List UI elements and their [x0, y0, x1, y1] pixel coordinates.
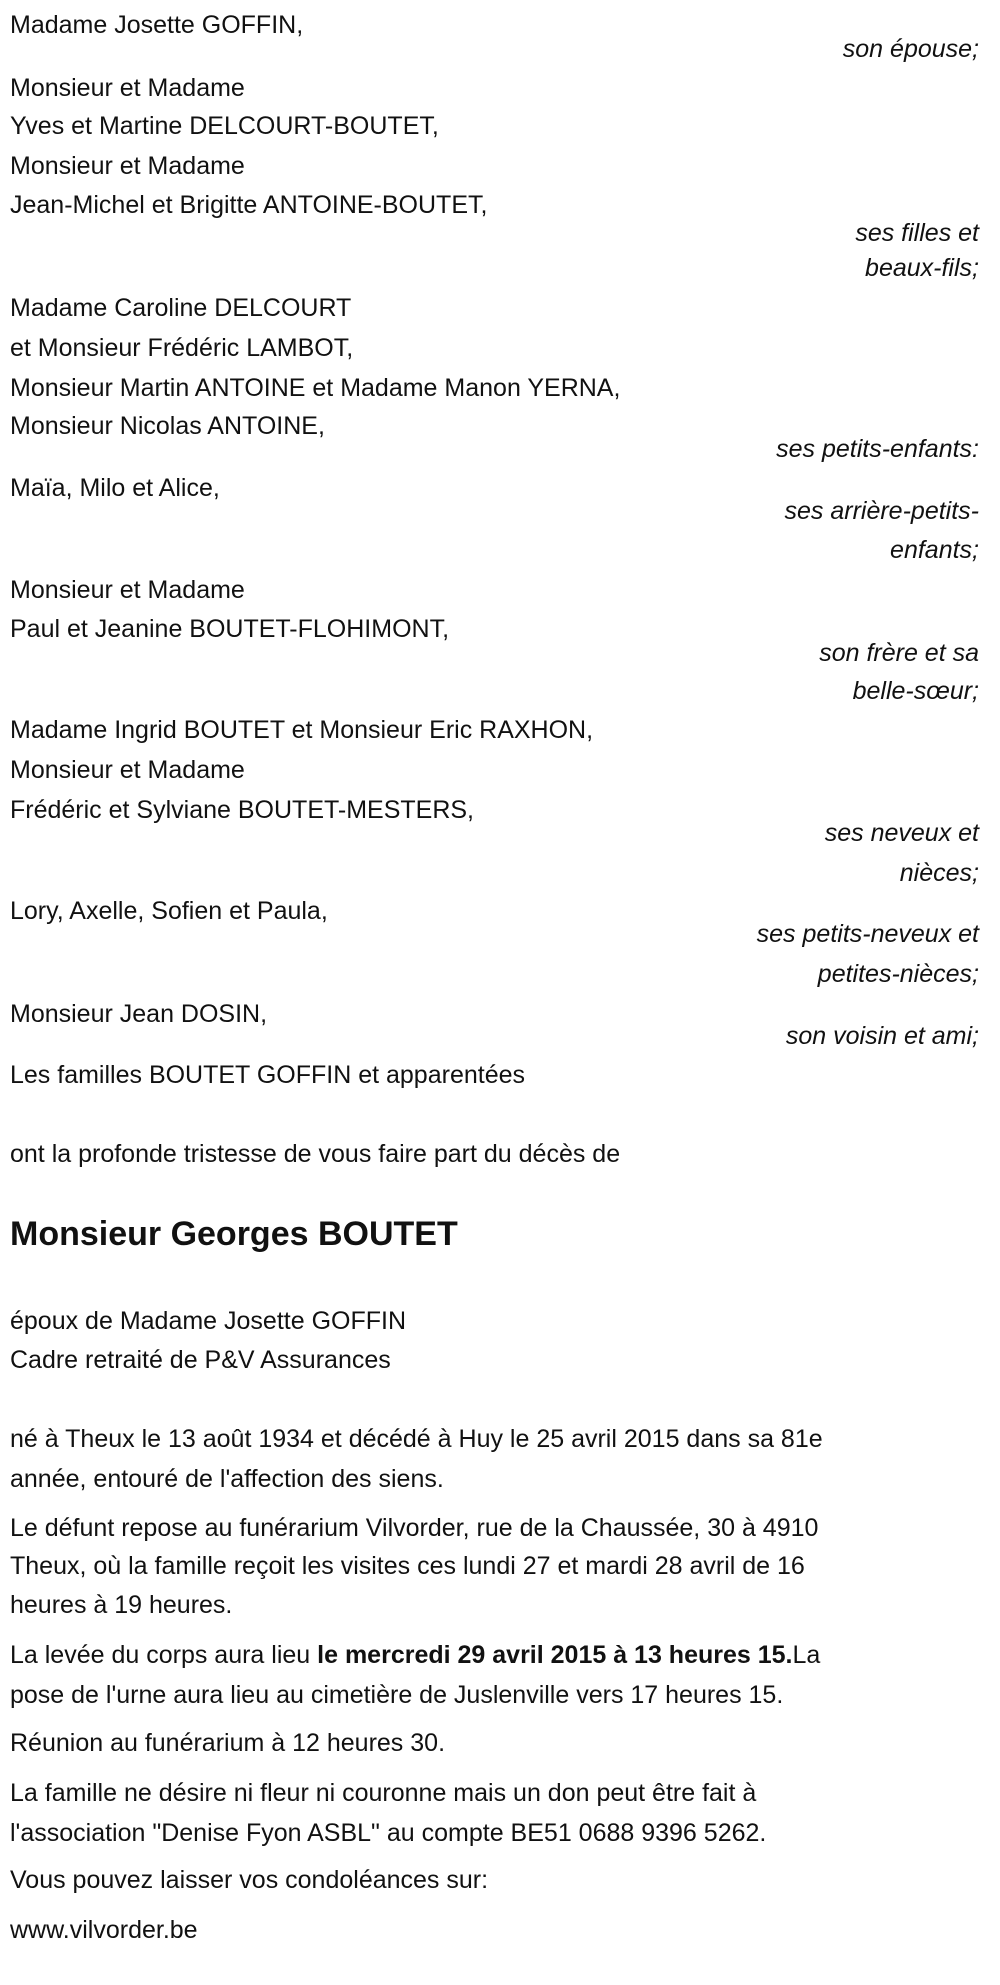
- family-name-line: Jean-Michel et Brigitte ANTOINE-BOUTET,: [10, 191, 488, 219]
- family-name-line: Monsieur et Madame: [10, 576, 245, 604]
- family-name-line: Madame Josette GOFFIN,: [10, 11, 304, 39]
- relation-label: belle-sœur;: [852, 677, 979, 705]
- family-name-line: Monsieur et Madame: [10, 74, 245, 102]
- relation-label: ses petits-neveux et: [756, 920, 979, 948]
- announcement-text: ont la profonde tristesse de vous faire part du décès de: [10, 1140, 621, 1168]
- family-name-line: Frédéric et Sylviane BOUTET-MESTERS,: [10, 796, 475, 824]
- family-name-line: et Monsieur Frédéric LAMBOT,: [10, 334, 354, 362]
- family-name-line: Les familles BOUTET GOFFIN et apparentées: [10, 1061, 526, 1089]
- family-name-line: Paul et Jeanine BOUTET-FLOHIMONT,: [10, 615, 450, 643]
- ceremony-text-intro: La levée du corps aura lieu: [10, 1641, 318, 1669]
- relation-label: ses arrière-petits-: [784, 497, 979, 525]
- donation-text: l'association "Denise Fyon ASBL" au compte BE51 0688 9396 5262.: [10, 1819, 767, 1847]
- website-link[interactable]: www.vilvorder.be: [10, 1916, 198, 1944]
- visitation-text: heures à 19 heures.: [10, 1591, 233, 1619]
- family-name-line: Monsieur et Madame: [10, 152, 245, 180]
- deceased-name-heading: Monsieur Georges BOUTET: [10, 1215, 458, 1253]
- relation-label: son voisin et ami;: [785, 1022, 979, 1050]
- ceremony-date: le mercredi 29 avril 2015 à 13 heures 15.: [317, 1641, 793, 1669]
- ceremony-text-cont: La: [792, 1641, 821, 1669]
- relation-label: enfants;: [890, 536, 979, 564]
- visitation-text: Le défunt repose au funérarium Vilvorder, rue de la Chaussée, 30 à 4910: [10, 1514, 819, 1542]
- birth-death-text: né à Theux le 13 août 1934 et décédé à Huy le 25 avril 2015 dans sa 81e: [10, 1425, 823, 1453]
- relation-label: ses neveux et: [824, 819, 979, 847]
- subtitle-spouse: époux de Madame Josette GOFFIN: [10, 1307, 407, 1335]
- family-name-line: Monsieur Martin ANTOINE et Madame Manon YERNA,: [10, 374, 621, 402]
- condolences-text: Vous pouvez laisser vos condoléances sur:: [10, 1866, 489, 1894]
- family-name-line: Monsieur Nicolas ANTOINE,: [10, 412, 325, 440]
- reunion-text: Réunion au funérarium à 12 heures 30.: [10, 1729, 446, 1757]
- ceremony-text: pose de l'urne aura lieu au cimetière de Juslenville vers 17 heures 15.: [10, 1681, 784, 1709]
- family-name-line: Madame Ingrid BOUTET et Monsieur Eric RAXHON,: [10, 716, 594, 744]
- birth-death-text: année, entouré de l'affection des siens.: [10, 1465, 444, 1493]
- family-name-line: Maïa, Milo et Alice,: [10, 474, 220, 502]
- relation-label: ses petits-enfants:: [776, 435, 979, 463]
- family-name-line: Lory, Axelle, Sofien et Paula,: [10, 897, 328, 925]
- family-name-line: Yves et Martine DELCOURT-BOUTET,: [10, 112, 439, 140]
- ceremony-text: [10, 1635, 820, 1675]
- donation-text: La famille ne désire ni fleur ni couronne mais un don peut être fait à: [10, 1779, 757, 1807]
- visitation-text: Theux, où la famille reçoit les visites ces lundi 27 et mardi 28 avril de 16: [10, 1552, 805, 1580]
- relation-label: nièces;: [899, 859, 979, 887]
- relation-label: ses filles et: [855, 219, 979, 247]
- relation-label: beaux-fils;: [865, 254, 979, 282]
- family-name-line: Monsieur Jean DOSIN,: [10, 1000, 268, 1028]
- relation-label: son épouse;: [842, 35, 979, 63]
- relation-label: son frère et sa: [819, 639, 979, 667]
- family-name-line: Madame Caroline DELCOURT: [10, 294, 352, 322]
- family-name-line: Monsieur et Madame: [10, 756, 245, 784]
- relation-label: petites-nièces;: [817, 960, 979, 988]
- subtitle-profession: Cadre retraité de P&V Assurances: [10, 1346, 391, 1374]
